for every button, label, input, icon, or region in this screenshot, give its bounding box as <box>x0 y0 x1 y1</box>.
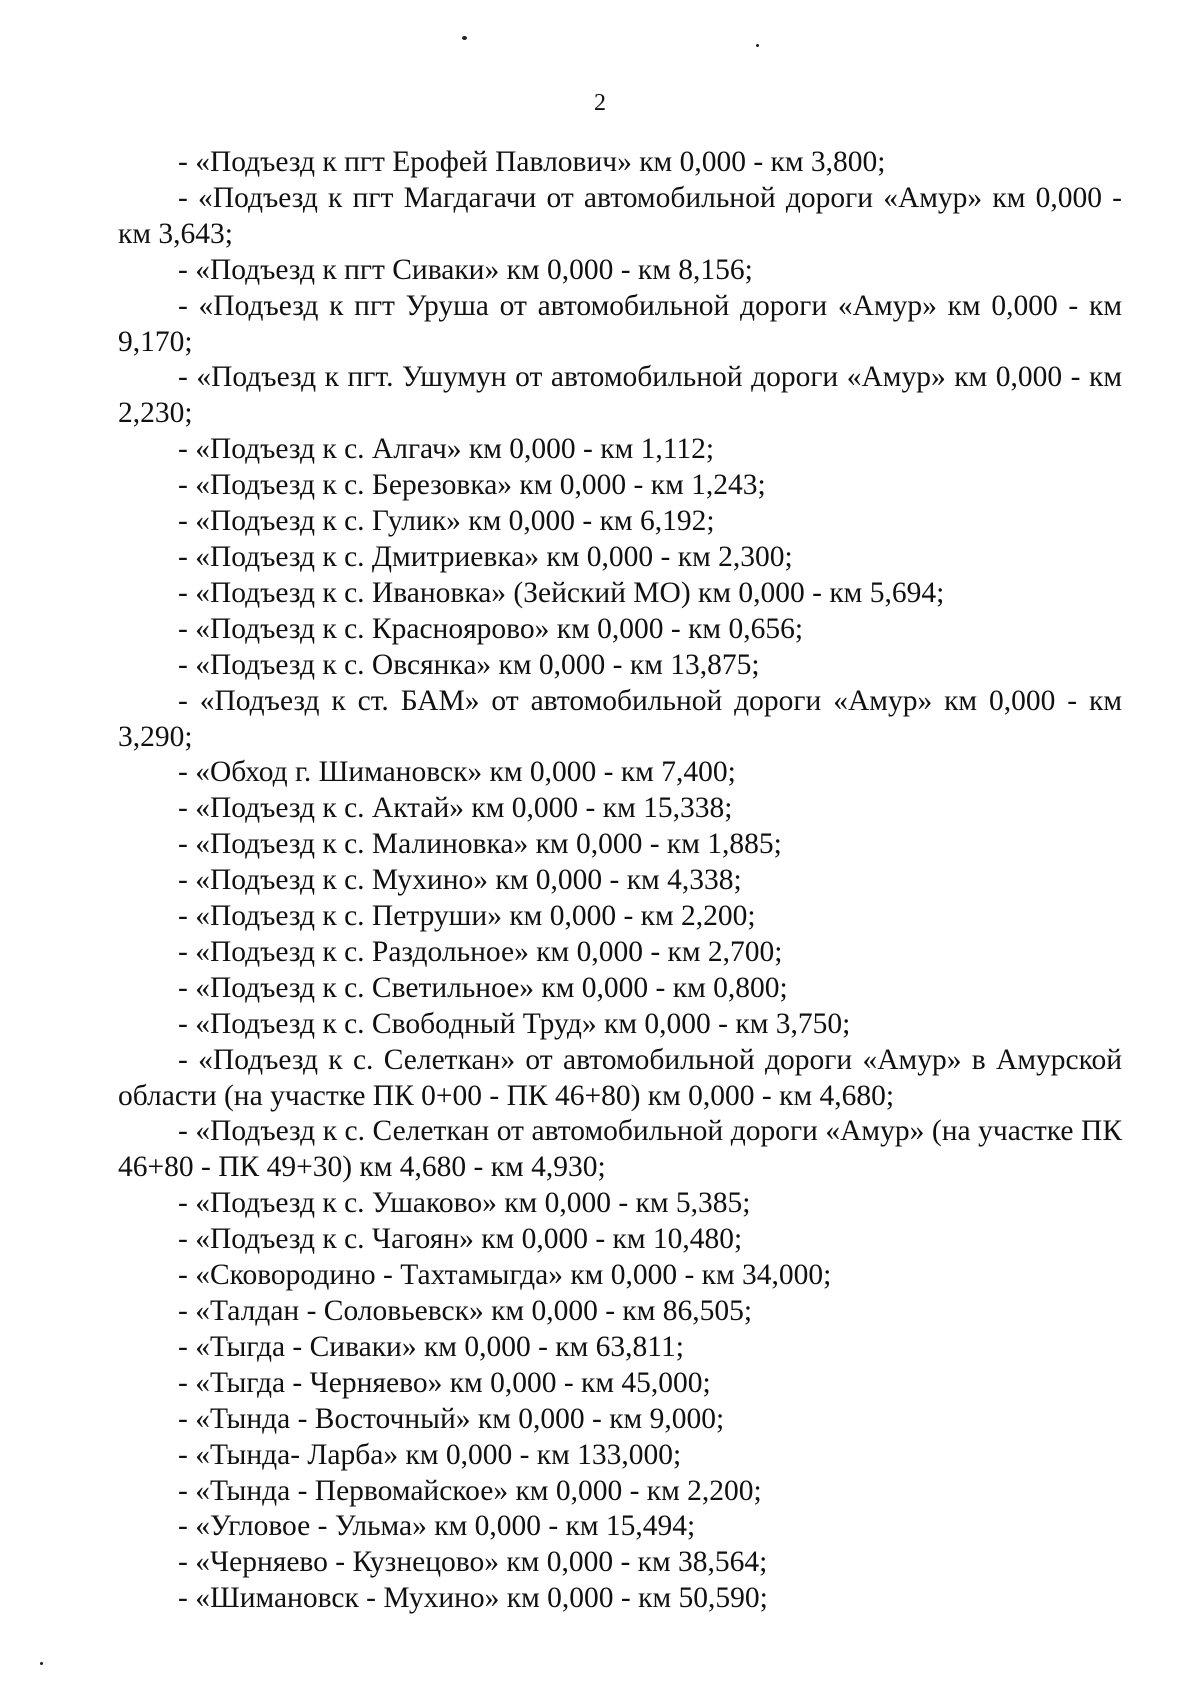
scan-speck <box>756 44 759 47</box>
list-item: - «Подъезд к с. Ушаково» км 0,000 - км 5,385; <box>178 1187 751 1220</box>
list-item: - «Подъезд к с. Чагоян» км 0,000 - км 10,480; <box>178 1223 743 1256</box>
list-item: - «Подъезд к с. Мухино» км 0,000 - км 4,338; <box>178 864 742 897</box>
list-item: - «Подъезд к с. Березовка» км 0,000 - км 1,243; <box>178 469 766 502</box>
list-item: - «Тында - Первомайское» км 0,000 - км 2,200; <box>178 1474 762 1507</box>
list-item: - «Подъезд к с. Свободный Труд» км 0,000 - км 3,750; <box>178 1007 851 1040</box>
list-item: - «Подъезд к с. Овсянка» км 0,000 - км 13,875; <box>178 648 760 681</box>
list-item: - «Подъезд к с. Актай» км 0,000 - км 15,338; <box>178 792 733 825</box>
list-item: - «Тында - Восточный» км 0,000 - км 9,000; <box>178 1402 725 1435</box>
list-item: - «Подъезд к с. Светильное» км 0,000 - км 0,800; <box>178 971 788 1004</box>
list-item: - «Шимановск - Мухино» км 0,000 - км 50,590; <box>178 1582 768 1615</box>
list-item: - «Тында- Ларба» км 0,000 - км 133,000; <box>178 1438 682 1471</box>
list-item: - «Подъезд к с. Селеткан от автомобильной дороги «Амур» (на участке ПК 46+80 - ПК 49+30) км 4,680 - км 4,930; <box>118 1115 1122 1184</box>
list-item: - «Подъезд к пгт Магдагачи от автомобильной дороги «Амур» км 0,000 - км 3,643; <box>118 181 1122 250</box>
list-item: - «Обход г. Шимановск» км 0,000 - км 7,400; <box>178 756 736 789</box>
scan-speck <box>40 1662 43 1665</box>
list-item: - «Черняево - Кузнецово» км 0,000 - км 38,564; <box>178 1546 768 1579</box>
scan-speck <box>462 36 467 40</box>
list-item: - «Подъезд к с. Раздольное» км 0,000 - км 2,700; <box>178 935 783 968</box>
list-item: - «Подъезд к с. Малиновка» км 0,000 - км 1,885; <box>178 828 782 861</box>
list-item: - «Подъезд к пгт. Ушумун от автомобильной дороги «Амур» км 0,000 - км 2,230; <box>118 361 1122 430</box>
list-item: - «Угловое - Ульма» км 0,000 - км 15,494; <box>178 1510 696 1543</box>
road-list <box>118 145 1122 1617</box>
list-item: - «Тыгда - Сиваки» км 0,000 - км 63,811; <box>178 1330 684 1363</box>
list-item: - «Подъезд к с. Дмитриевка» км 0,000 - км 2,300; <box>178 540 793 573</box>
list-item: - «Подъезд к с. Гулик» км 0,000 - км 6,192; <box>178 505 715 538</box>
list-item: - «Подъезд к ст. БАМ» от автомобильной дороги «Амур» км 0,000 - км 3,290; <box>118 684 1122 753</box>
list-item: - «Подъезд к с. Селеткан» от автомобильной дороги «Амур» в Амурской области (на участке ПК 0+00 - ПК 46+80) км 0,000 - км 4,680; <box>118 1043 1122 1112</box>
list-item: - «Подъезд к с. Петруши» км 0,000 - км 2,200; <box>178 900 756 933</box>
list-item: - «Сковородино - Тахтамыгда» км 0,000 - км 34,000; <box>178 1259 832 1292</box>
list-item: - «Подъезд к пгт Уруша от автомобильной дороги «Амур» км 0,000 - км 9,170; <box>118 289 1122 358</box>
list-item: - «Подъезд к пгт Сиваки» км 0,000 - км 8,156; <box>178 253 753 286</box>
list-item: - «Подъезд к с. Ивановка» (Зейский МО) км 0,000 - км 5,694; <box>178 576 945 609</box>
list-item: - «Тыгда - Черняево» км 0,000 - км 45,000; <box>178 1366 711 1399</box>
list-item: - «Подъезд к с. Краснoярово» км 0,000 - км 0,656; <box>178 612 804 645</box>
page-number: 2 <box>594 90 606 116</box>
list-item: - «Талдан - Соловьевск» км 0,000 - км 86,505; <box>178 1295 753 1327</box>
list-item: - «Подъезд к пгт Ерофей Павлович» км 0,000 - км 3,800; <box>178 146 886 178</box>
list-item: - «Подъезд к с. Алгач» км 0,000 - км 1,112; <box>178 433 715 466</box>
